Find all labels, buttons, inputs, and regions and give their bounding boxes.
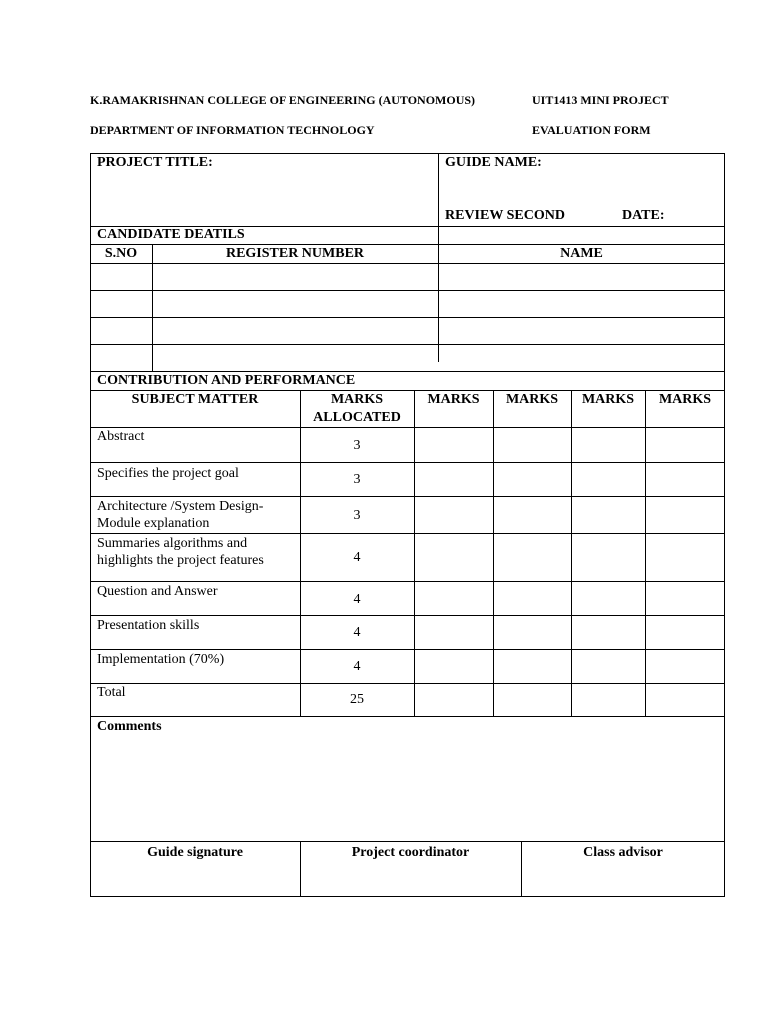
- review-label: REVIEW SECOND: [445, 208, 565, 223]
- form-title: EVALUATION FORM: [532, 123, 651, 137]
- performance-section-label: CONTRIBUTION AND PERFORMANCE: [97, 373, 356, 388]
- criterion-label: Abstract: [97, 429, 145, 444]
- divider: [90, 427, 725, 428]
- allocated-marks-value: 3: [353, 472, 361, 487]
- course-code: UIT1413 MINI PROJECT: [532, 93, 669, 107]
- divider: [90, 244, 725, 245]
- guide-signature-label: Guide signature: [147, 845, 243, 860]
- candidate-section-label: CANDIDATE DEATILS: [97, 227, 245, 242]
- criterion-label: Implementation (70%): [97, 652, 225, 667]
- allocated-marks-value: 25: [350, 692, 364, 707]
- sno-header: S.NO: [104, 246, 138, 261]
- criterion-label: Architecture /System Design-Module explanation: [97, 499, 264, 531]
- comments-label: Comments: [97, 719, 162, 734]
- divider: [90, 290, 725, 291]
- allocated-marks-value: 4: [353, 550, 361, 565]
- divider: [493, 390, 494, 716]
- marks-allocated-header-line2: ALLOCATED: [313, 410, 401, 425]
- marks-header: MARKS: [581, 392, 635, 407]
- divider: [414, 390, 415, 716]
- criterion-label: Summaries algorithms and highlights the project features: [97, 536, 264, 568]
- divider: [90, 317, 725, 318]
- guide-name-label: GUIDE NAME:: [445, 155, 542, 170]
- subject-matter-header: SUBJECT MATTER: [131, 392, 259, 407]
- divider: [90, 462, 725, 463]
- project-title-label: PROJECT TITLE:: [97, 155, 213, 170]
- register-number-header: REGISTER NUMBER: [225, 246, 365, 261]
- divider: [90, 716, 725, 717]
- class-advisor-label: Class advisor: [583, 845, 663, 860]
- divider: [90, 581, 725, 582]
- divider: [90, 649, 725, 650]
- college-name: K.RAMAKRISHNAN COLLEGE OF ENGINEERING (AUTONOMOUS): [90, 93, 476, 107]
- divider: [90, 683, 725, 684]
- project-coordinator-label: Project coordinator: [351, 845, 470, 860]
- divider: [90, 344, 725, 345]
- divider: [90, 371, 725, 372]
- divider: [90, 615, 725, 616]
- allocated-marks-value: 3: [353, 438, 361, 453]
- allocated-marks-value: 4: [353, 625, 361, 640]
- criterion-label: Question and Answer: [97, 584, 218, 599]
- allocated-marks-value: 4: [353, 592, 361, 607]
- marks-header: MARKS: [658, 392, 712, 407]
- divider: [90, 496, 725, 497]
- divider: [571, 390, 572, 716]
- criterion-label: Total: [97, 685, 126, 700]
- allocated-marks-value: 4: [353, 659, 361, 674]
- department-name: DEPARTMENT OF INFORMATION TECHNOLOGY: [90, 123, 375, 137]
- criterion-label: Specifies the project goal: [97, 466, 239, 481]
- divider: [645, 390, 646, 716]
- criterion-label: Presentation skills: [97, 618, 200, 633]
- divider: [90, 263, 725, 264]
- date-label: DATE:: [622, 208, 665, 223]
- marks-header: MARKS: [505, 392, 559, 407]
- divider: [90, 533, 725, 534]
- divider: [90, 390, 725, 391]
- marks-allocated-header-line1: MARKS: [330, 392, 384, 407]
- marks-header: MARKS: [427, 392, 480, 407]
- name-header: NAME: [560, 246, 603, 261]
- allocated-marks-value: 3: [353, 508, 361, 523]
- divider: [90, 841, 725, 842]
